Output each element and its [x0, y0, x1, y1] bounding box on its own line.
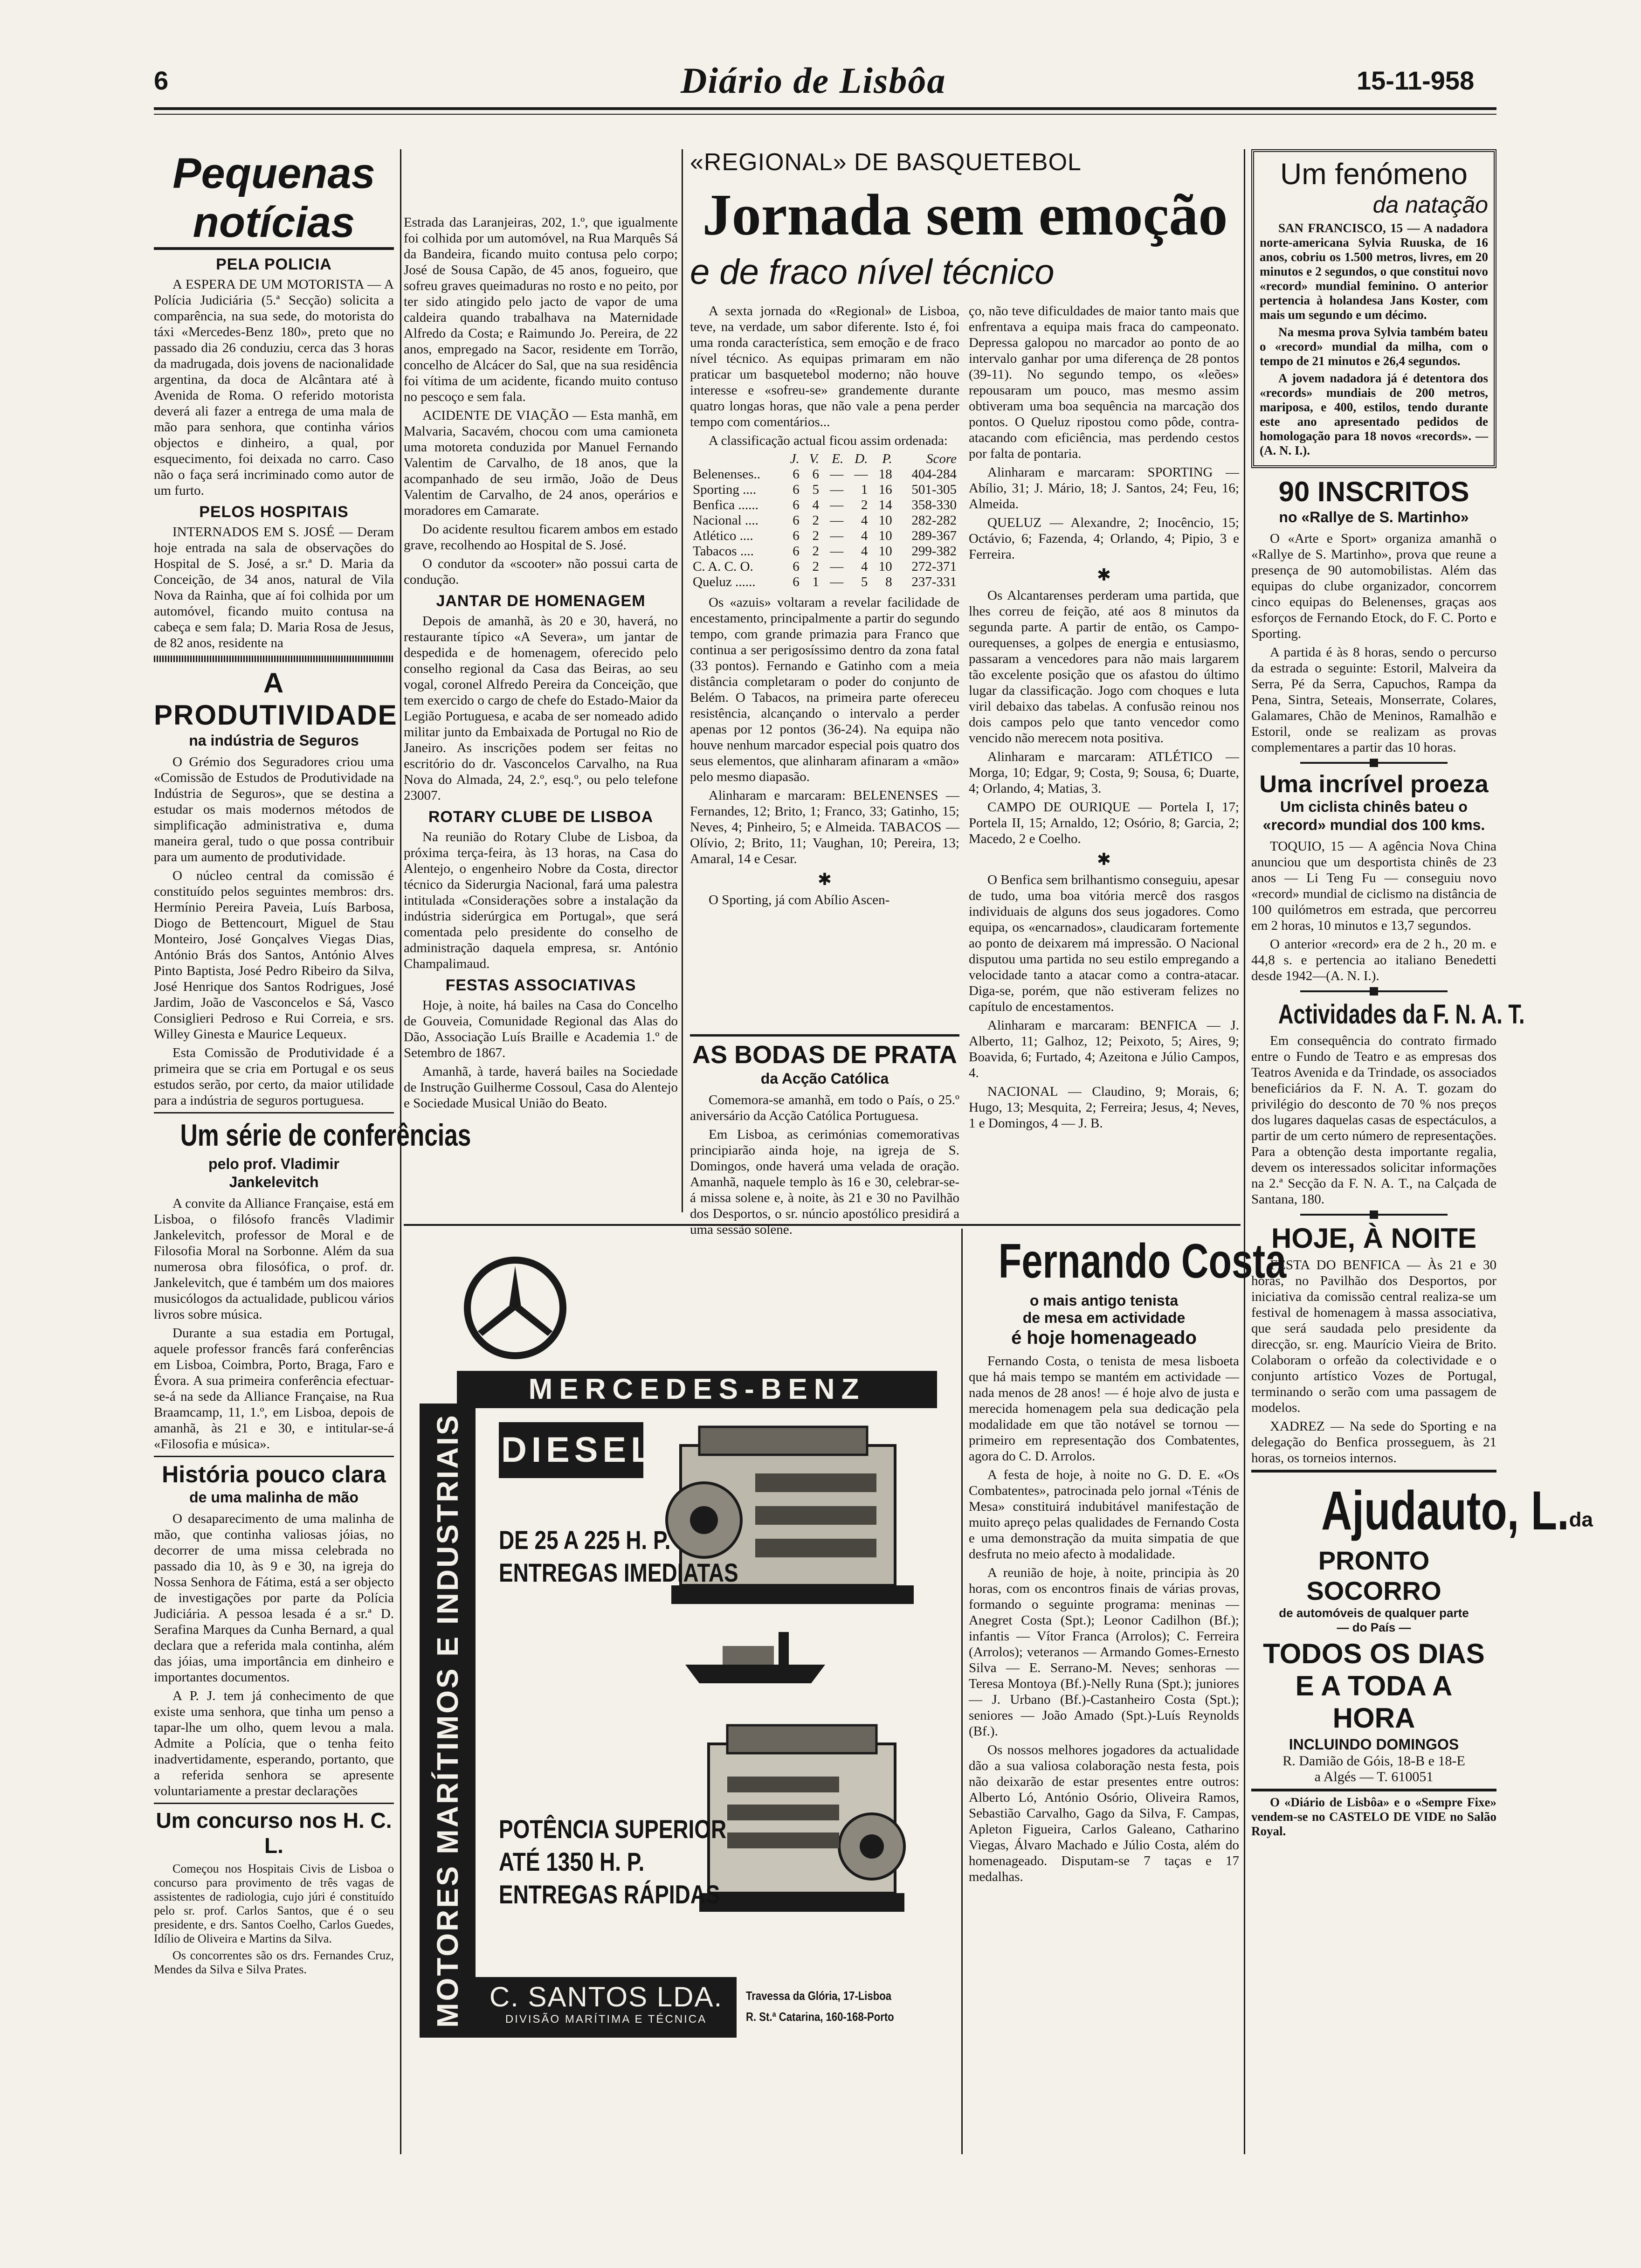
- divider: [1251, 1470, 1496, 1473]
- basket-text: Alinharam e marcaram: SPORTING — Abílio, 31; J. Mário, 18; J. Santos, 24; Feu, 16; Almeida.: [969, 465, 1239, 512]
- historia-text: O desaparecimento de uma malinha de mão, que continha valiosas jóias, no decorrer de uma missa celebrada no passado dia 10, às 9 e 30, na igreja do Nossa Senhora de Fátima, está a ser objecto de investigações por parte da Polícia Judiciária. A pessoa lesada é a sr.ª D. Serafina Marques da Cunha Bernard, a qual declara que a referida mala continha, além das jóias, uma importância em dinheiro e importantes documentos.: [154, 1511, 394, 1685]
- ajudauto-line: E A TODA A HORA: [1295, 1670, 1453, 1734]
- table-row: [690, 467, 959, 482]
- basket-text: NACIONAL — Claudino, 9; Morais, 6; Hugo, 13; Mesquita, 2; Ferreira; Jesus, 4; Neves, 1 e Domingos, 4 — J. B.: [969, 1084, 1239, 1131]
- divider: [1300, 1214, 1448, 1216]
- table-cell: 6: [793, 544, 800, 559]
- proeza-text: TOQUIO, 15 — A agência Nova China anunciou que um desportista chinês de 23 anos — Li Teng Fu — conseguiu novo «record» mundial de ciclismo na distância de 100 quilómetros em estrada, que percorreu em 2 horas, 10 minutos e 13,7 segundos.: [1251, 839, 1496, 933]
- table-cell: 2: [812, 544, 820, 559]
- table-cell: 10: [878, 559, 892, 574]
- mercedes-company: C. SANTOS LDA.: [489, 1981, 723, 2012]
- table-cell: 2: [812, 528, 820, 543]
- column-rule: [1244, 149, 1245, 2154]
- mercedes-brand-band: [457, 1371, 937, 1408]
- page-number: 6: [154, 66, 169, 95]
- mercedes-power-max: ATÉ 1350 H. P.: [499, 1847, 645, 1876]
- table-cell: —: [830, 467, 844, 482]
- inscritos-text: O «Arte e Sport» organiza amanhã o «Rallye de S. Martinho», prova que reune a presença de 90 automobilistas. Além das equipas do clube organizador, concorrem cinco equipas do Belenenses, graças aos esforços de Fernando Etock, do F. C. Porto e Sporting.: [1251, 531, 1496, 641]
- table-cell: —: [830, 498, 844, 512]
- basket-text: Alinharam e marcaram: BELENENSES — Fernandes, 12; Brito, 1; Franco, 33; Gatinho, 15; Neves, 4; Pinheiro, 5; e Almeida. TABACOS — Olívio, 2; Brito, 11; Vaughan, 10; Pereira, 13; Amaral, 14 e Cesar.: [690, 788, 959, 866]
- concurso-text: Os concorrentes são os drs. Fernandes Cruz, Mendes da Silva e Silva Prates.: [154, 1949, 394, 1976]
- bodas-text: Comemora-se amanhã, em todo o País, o 25.º aniversário da Acção Católica Portuguesa.: [690, 1093, 959, 1123]
- separator-asterisk: ✱: [1096, 566, 1111, 584]
- basket-text: A sexta jornada do «Regional» de Lisboa, teve, na verdade, um sabor diferente. Isto é, foi uma ronda característica, sem emoção e de fraco nível técnico. As equipas primaram em não praticar um basquetebol moderno; não houve interesse e «sofreu-se» grandemente durante quatro longas horas, que não vale a pena perder tempo com comentários...: [690, 304, 959, 429]
- produtividade-text: Esta Comissão de Produtividade é a primeira que se cria em Portugal e os seus estudos serão, por certo, da maior utilidade para a indústria de seguros portuguesa.: [154, 1045, 394, 1108]
- divider: [1300, 990, 1448, 992]
- ship-icon: [681, 1627, 830, 1688]
- basket-text: A classificação actual ficou assim ordenada:: [709, 433, 948, 448]
- column-3: [690, 303, 959, 1030]
- table-cell: 237-331: [911, 574, 957, 589]
- section-title: Pequenas notícias: [154, 149, 394, 250]
- basket-kicker: «REGIONAL» DE BASQUETEBOL: [690, 149, 1082, 176]
- table-cell: 10: [878, 528, 892, 543]
- inscritos-subtitle: no «Rallye de S. Martinho»: [1279, 509, 1469, 526]
- conferencias-title: Um série de conferências: [180, 1118, 471, 1152]
- ajudauto-line: — do País —: [1337, 1620, 1411, 1634]
- proeza-subtitle: Um ciclista chinês bateu o: [1280, 798, 1468, 815]
- costa-subtitle: o mais antigo tenista: [1029, 1292, 1179, 1309]
- table-cell: —: [830, 559, 844, 574]
- costa-text: Os nossos melhores jogadores da actualidade dão a sua valiosa colaboração nesta festa, pois não deixarão de estar presentes entre outros: Alberto Ló, António Osório, Oliveira Ramos, Sebastião Carvalho, Gago da Silva, F. Campas, Apleton Figueira, Carlos Galeano, Catharino Viegas, Álvaro Machado e Júlio Costa, além do homenageado. Disputam-se 7 taças e 17 medalhas.: [969, 1742, 1239, 1884]
- conferencias-text: Durante a sua estadia em Portugal, aquele professor francês fará conferências em Lisboa, Coimbra, Porto, Braga, Faro e Évora. A sua primeira conferência efectuar-se-á na sede da Alliance Française, na Rua Braamcamp, 11, 1.º, em Lisboa, depois de amanhã, às 21 e 30, e intitular-se-á «Filosofia e música».: [154, 1326, 394, 1452]
- proeza-title: Uma incrível proeza: [1259, 771, 1489, 798]
- fnat-text: Em consequência do contrato firmado entre o Fundo de Teatro e as empresas dos Teatros Avenida e da Trindade, os associados beneficiários da F. N. A. T. gozam do privilégio do desconto de 70 % nos preços dos lugares daquelas casas de espectáculos, a partir de um certo número de representações. Para a obtenção desta importante regalia, devem os interessados solicitar informações na 2.ª Secção da F. N. A. T., na Calçada de Santana, 180.: [1251, 1033, 1496, 1207]
- fenomeno-title: Um fenómeno: [1280, 157, 1468, 191]
- table-row: [690, 559, 959, 574]
- table-cell: 6: [793, 467, 800, 482]
- divider: [154, 1112, 394, 1113]
- costa-block: [969, 1231, 1287, 2154]
- table-cell: 272-371: [911, 559, 957, 574]
- historia-subtitle: de uma malinha de mão: [189, 1489, 359, 1506]
- table-cell: 1: [861, 482, 868, 497]
- column-4: [969, 303, 1239, 1217]
- table-cell: 5: [861, 574, 868, 589]
- table-cell: 18: [878, 467, 892, 482]
- mercedes-model-box: [499, 1422, 657, 1478]
- table-row: [690, 528, 959, 544]
- mercedes-address: Travessa da Glória, 17-Lisboa: [746, 1989, 892, 2003]
- table-cell: —: [830, 513, 844, 528]
- concurso-text: Começou nos Hospitais Civis de Lisboa o concurso para provimento de três vagas de assistentes de radiologia, cujo júri é constituído pelo sr. prof. Carlos Santos, que é o seu presidente, e drs. Santos Coelho, Carlos Guedes, Idílio de Oliveira e Martins da Silva.: [154, 1862, 394, 1945]
- header-cell: J.: [790, 451, 800, 466]
- table-cell: —: [854, 467, 868, 482]
- table-cell: 2: [861, 498, 868, 512]
- divider: [690, 1034, 959, 1037]
- ajudauto-name: Ajudauto, L.: [1321, 1480, 1569, 1542]
- bodas-title: AS BODAS DE PRATA: [692, 1041, 958, 1069]
- fenomeno-text: SAN FRANCISCO, 15 — A nadadora norte-americana Sylvia Ruuska, de 16 anos, cobriu os 1.500 metros, livres, em 20 minutos e 2 segundos, o que constitui novo «record» mundial feminino. O anterior pertencia à holandesa Jans Koster, com mais um segundo e um décimo.: [1260, 221, 1488, 322]
- fenomeno-box: [1251, 149, 1496, 468]
- fenomeno-title: da natação: [1372, 192, 1488, 218]
- table-row: [690, 574, 959, 590]
- basket-text: QUELUZ — Alexandre, 2; Inocêncio, 15; Octávio, 6; Fazenda, 4; Orlando, 4; Pipio, 3 e Ferreira.: [969, 515, 1239, 562]
- team-cell: Tabacos ....: [693, 544, 754, 559]
- ajudauto-name-row: [1251, 1476, 1593, 1545]
- team-cell: Belenenses..: [693, 467, 760, 482]
- mercedes-company-box: [476, 1977, 737, 2038]
- table-cell: 1: [812, 574, 820, 589]
- mercedes-model: DIESEL: [501, 1430, 657, 1470]
- ajudauto-line: a Algés — T. 610051: [1314, 1769, 1434, 1784]
- table-cell: 6: [812, 467, 820, 482]
- basket-text: CAMPO DE OURIQUE — Portela I, 17; Portela II, 15; Arnaldo, 12; Osório, 8; Garcia, 2; Macedo, 2 e Coelho.: [969, 800, 1239, 846]
- mercedes-star-icon: [457, 1250, 573, 1366]
- divider: [154, 656, 394, 662]
- divider: [154, 1456, 394, 1457]
- festas-heading: FESTAS ASSOCIATIVAS: [445, 976, 636, 994]
- basket-text: ço, não teve dificuldades de maior tanto mais que enfrentava a equipa mais fraca do campeonato. Depressa galopou no marcador ao ponto de ao intervalo ganhar por uma diferença de 28 pontos (39-11). No segundo tempo, os «leões» repousaram um pouco, mas mesmo assim obtiveram uma boa sequência na marcação dos pontos. O Queluz ripostou como pôde, contra-atacando com eficiência, mas perdendo cestos por falta de pontaria.: [969, 304, 1239, 461]
- conferencias-text: A convite da Alliance Française, está em Lisboa, o filósofo francês Vladimir Jankelevitch, professor de Moral e de Filosofia Moral na Sorbonne. Além da sua numerosa obra filosófica, o prof. dr. Jankelevitch, que é também um dos maiores musicólogos da actualidade, publicou vários livros sobre música.: [154, 1196, 394, 1322]
- mercedes-brand: MERCEDES-BENZ: [528, 1373, 866, 1405]
- column-rule: [961, 1229, 963, 2154]
- column-rule: [682, 149, 683, 1212]
- mercedes-power-superior: POTÊNCIA SUPERIOR: [499, 1814, 727, 1844]
- pela-policia-heading: PELA POLICIA: [216, 256, 332, 273]
- table-cell: 6: [793, 513, 800, 528]
- table-cell: 10: [878, 513, 892, 528]
- table-cell: 4: [861, 544, 868, 559]
- header-cell: P.: [882, 451, 892, 466]
- table-cell: 8: [885, 574, 892, 589]
- acidente-text: ACIDENTE DE VIAÇÃO — Esta manhã, em Malvaria, Sacavém, chocou com uma camioneta uma motoreta conduzida por Manuel Fernando Valentim de Carvalho, de 18 anos, que la acompanhado de seu irmão, João de Deus Valentim de Carvalho, de 24 anos, operários e moradores em Camarate.: [404, 408, 678, 518]
- separator-asterisk: ✱: [1096, 850, 1111, 869]
- concurso-title: Um concurso nos H. C. L.: [156, 1808, 392, 1858]
- header-cell: [690, 451, 783, 467]
- proeza-subtitle: «record» mundial dos 100 kms.: [1262, 816, 1485, 833]
- ajudauto-name-suffix: da: [1569, 1508, 1593, 1531]
- table-cell: 10: [878, 544, 892, 559]
- costa-text: A reunião de hoje, à noite, principia às 20 horas, com os encontros finais de várias provas, formando o seguinte programa: meninas — Anegret Costa (Spt.); Leonor Cadilhon (Bf.); infantis — Vítor Franca (Arrolos); C. Ferreira (Arrolos); veteranos — Armando Gomes-Ernesto Silva — E. Serrano-M. Neves; senhoras — Teresa Montoya (Bf.)-Nelly Runa (Spt.); juniores — J. Urbano (Bf.)-Castanheiro Costa (Spt.); seniores — João Amado (Spt.)-Luís Reynolds (Bf.).: [969, 1565, 1239, 1739]
- table-cell: —: [830, 544, 844, 559]
- rotary-heading: ROTARY CLUBE DE LISBOA: [428, 808, 654, 826]
- divider: [1251, 1789, 1496, 1791]
- table-cell: 4: [861, 559, 868, 574]
- paper-name: Diário de Lisbôa: [681, 60, 946, 101]
- pela-policia-text: A ESPERA DE UM MOTORISTA — A Polícia Judiciária (5.ª Secção) solicita a comparência, na sua sede, do motorista do táxi «Mercedes-Benz 180», preto que no passado dia 26 conduziu, cerca das 3 horas da madrugada, dois jovens de nacionalidade argentina, da doca de Alcântara até à Avenida de Roma. O referido motorista deverá ali fazer a entrega de uma mala de mão para senhora, que continha vários objectos e dinheiro, a qual, por esquecimento, foi deixada no carro. Caso não o faça será incriminado como autor de um furto.: [154, 277, 394, 498]
- table-cell: 5: [812, 482, 820, 497]
- footer-note: O «Diário de Lisbôa» e o «Sempre Fixe» vendem-se no CASTELO DE VIDE no Salão Royal.: [1251, 1795, 1496, 1838]
- acidente-text: Do acidente resultou ficarem ambos em estado grave, recolhendo ao Hospital de S. José.: [404, 522, 678, 553]
- page-date: 15-11-958: [1357, 66, 1475, 95]
- mercedes-power-range: DE 25 A 225 H. P.: [499, 1525, 671, 1555]
- produtividade-text: O núcleo central da comissão é constituído pelos seguintes membros: drs. Hermínio Pereira Paveia, Luís Barbosa, Diogo de Bettencourt, Miguel de Stau Monteiro, José Gonçalves Viegas Dias, António Brás dos Santos, António Alves Pinto Baptista, José Pedro Ribeiro da Silva, José Henrique dos Santos Rodrigues, José Jardim, João de Vasconcelos e Sá, Vasco Consiglieri Pedroso e Rui Correia, e srs. Willey Ginesta e Maurice Lequeux.: [154, 868, 394, 1042]
- produtividade-subtitle: na indústria de Seguros: [189, 732, 359, 749]
- standings-header: [690, 451, 959, 467]
- costa-subtitle: de mesa em actividade: [1022, 1309, 1186, 1326]
- jantar-text: Depois de amanhã, às 20 e 30, haverá, no restaurante típico «A Severa», um jantar de despedida e de homenagem, oferecido pelo conselho regional da Casa das Beiras, ao seu vogal, coronel Alfredo Pereira da Conceição, que tem exercido o cargo de chefe do Estado-Maior da Legião Portuguesa, e acaba de ser nomeado adido militar junto da Embaixada de Portugal no Rio de Janeiro. As inscrições podem ser feitas no escritório do dr. Vasconcelos Carvalho, na Rua Nova do Almada, 24, 2.º, esq.º, ou pelo telefone 23007.: [404, 614, 678, 803]
- pelos-hospitais-text: INTERNADOS EM S. JOSÉ — Deram hoje entrada na sala de observações do Hospital de S. José, a sr.ª D. Maria da Conceição, de 34 anos, natural de Vila Nova da Rainha, que aí foi colhida por um automóvel, ficando muito contusa na cabeça e sem fala; D. Maria Rosa de Jesus, de 82 anos, residente na: [154, 525, 394, 650]
- table-cell: 289-367: [911, 528, 957, 543]
- bodas-subtitle: da Acção Católica: [760, 1070, 889, 1087]
- costa-text: A festa de hoje, à noite no G. D. E. «Os Combatentes», patrocinada pelo jornal «Ténis de Mesa» constituirá indubitável manifestação de muito apreço pelas qualidades de Fernando Costa e uma demonstração da muita simpatia de que desfruta no meio afecto à modalidade.: [969, 1467, 1239, 1562]
- header-cell: V.: [809, 451, 820, 466]
- table-cell: 4: [861, 513, 868, 528]
- team-cell: Benfica ......: [693, 498, 758, 512]
- table-cell: 2: [812, 559, 820, 574]
- table-cell: 16: [878, 482, 892, 497]
- table-row: [690, 482, 959, 498]
- team-cell: Queluz ......: [693, 574, 756, 589]
- hospitais-continued: Estrada das Laranjeiras, 202, 1.º, que igualmente foi colhida por um automóvel, na Rua Marquês Sá da Bandeira, ficando muito contusa pelo corpo; José de Sousa Capão, de 45 anos, fogueiro, que sofreu graves queimaduras no rosto e no peito, por ter sido atingido pelo jacto de vapor de uma caldeira quando trabalhava na Maternidade Alfredo da Costa; e Raimundo Jo. Pereira, de 22 anos, empregado na Sacor, residente em Torrão, concelho de Alcácer do Sal, que na sua residência foi vítima de um acidente, ficando muito contuso no pescoço e sem fala.: [404, 215, 678, 404]
- table-cell: 2: [812, 513, 820, 528]
- historia-text: A P. J. tem já conhecimento de que existe uma senhora, que tinha um penso a tapar-lhe um olho, quem levou a mala. Admite a Polícia, que o tenha feito inadvertidamente, esperando, portanto, que a referida senhora se apresente voluntariamente a prestar declarações: [154, 1688, 394, 1798]
- festas-text: Amanhã, à tarde, haverá bailes na Sociedade de Instrução Guilherme Cossoul, Casa do Alentejo e Sociedade Musical União do Beato.: [404, 1064, 678, 1111]
- mercedes-division: DIVISÃO MARÍTIMA E TÉCNICA: [505, 2013, 707, 2026]
- table-cell: —: [830, 482, 844, 497]
- basket-headline: Jornada sem emoção: [702, 183, 1228, 248]
- standings-table: [690, 451, 959, 590]
- header-cell: D.: [855, 451, 868, 466]
- pelos-hospitais-heading: PELOS HOSPITAIS: [199, 503, 349, 521]
- table-cell: 4: [812, 498, 820, 512]
- mercedes-ad: [420, 1250, 942, 2089]
- fenomeno-text: A jovem nadadora já é detentora dos «records» mundiais de 200 metros, mariposa, e 400, estilos, tendo durante este ano apresentado pedidos de homologação para 18 novos «records». — (A. N. I.).: [1260, 371, 1488, 457]
- separator-asterisk: ✱: [817, 870, 832, 889]
- engine-illustration: [662, 1418, 923, 1627]
- basket-text: Os «azuis» voltaram a revelar facilidade de encestamento, principalmente a partir do segundo tempo, com grande primazia para Franco que continua a ser perigosíssimo dentro da zona fatal (33 pontos). Fernando e Gatinho com a meia distância completaram o poder do conjunto de Belém. O Tabacos, na primeira parte ofereceu resistência, alcançando o intervalo a perder apenas por 12 pontos (36-24). Na equipa não houve nenhum marcador especial pois quatro dos seus elementos, que alinharam afinaram a «mão» pelo mesmo diapasão.: [690, 595, 959, 784]
- jantar-heading: JANTAR DE HOMENAGEM: [436, 592, 646, 610]
- masthead-rule-2: [154, 114, 1496, 115]
- historia-title: História pouco clara: [162, 1461, 386, 1487]
- header-cell: E.: [832, 451, 844, 466]
- header-cell: Score: [926, 451, 957, 466]
- festas-text: Hoje, à noite, há bailes na Casa do Concelho de Gouveia, Comunidade Regional das Alas do Dão, Associação Luís Braille e Academia 1.º de Setembro de 1867.: [404, 998, 678, 1060]
- ajudauto-line: de automóveis de qualquer parte: [1279, 1606, 1469, 1620]
- costa-title: Fernando Costa: [998, 1234, 1287, 1288]
- team-cell: Atlético ....: [693, 528, 753, 543]
- basket-text: O Sporting, já com Abílio Ascen-: [709, 892, 890, 907]
- produtividade-text: O Grémio dos Seguradores criou uma «Comissão de Estudos de Produtividade na Indústria de Seguros», que se destina a estudar os mais modernos métodos de simplificação administrativa e, duma maneira geral, tudo o que possa contribuir para um aumento de produtividade.: [154, 754, 394, 864]
- produtividade-title: A PRODUTIVIDADE: [154, 667, 398, 731]
- fenomeno-text: Na mesma prova Sylvia também bateu o «record» mundial da milha, com o tempo de 21 minutos e 26,4 segundos.: [1260, 325, 1488, 368]
- masthead-rule: [154, 107, 1496, 110]
- table-cell: 282-282: [911, 513, 957, 528]
- ajudauto-line: INCLUINDO DOMINGOS: [1289, 1736, 1459, 1753]
- table-cell: 501-305: [911, 482, 957, 497]
- ajudauto-ad: [1251, 1476, 1593, 1785]
- mercedes-fast-delivery: ENTREGAS RÁPIDAS: [499, 1880, 720, 1909]
- mercedes-vertical-text: MOTORES MARÍTIMOS E INDUSTRIAIS: [431, 1413, 464, 2028]
- noite-text: FESTA DO BENFICA — Às 21 e 30 horas, no Pavilhão dos Desportos, por iniciativa da comissão central realiza-se um festival de homenagem à massa associativa, que será saudada pelo presidente da direcção, sr. eng. Maurício Vieira de Brito. Colaboram o orfeão da colectividade e o conjunto artístico Vozes de Portugal, terminando o serão com uma passagem de modelos.: [1251, 1258, 1496, 1415]
- section-rule: [404, 1224, 1241, 1226]
- divider: [1300, 762, 1448, 764]
- table-cell: 6: [793, 559, 800, 574]
- proeza-text: O anterior «record» era de 2 h., 20 m. e 44,8 s. e pertencia ao italiano Benedetti desde 1942—(A. N. I.).: [1251, 937, 1496, 983]
- table-cell: 14: [878, 498, 892, 512]
- basket-text: Alinharam e marcaram: BENFICA — J. Alberto, 11; Galhoz, 12; Peixoto, 5; Aires, 9; Boavida, 6; Furtado, 4; Azeitona e Júlio Campos, 4.: [969, 1018, 1239, 1080]
- table-cell: 6: [793, 528, 800, 543]
- table-cell: 299-382: [911, 544, 957, 559]
- table-cell: —: [830, 574, 844, 589]
- inscritos-title: 90 INSCRITOS: [1278, 476, 1469, 507]
- table-cell: 6: [793, 482, 800, 497]
- table-row: [690, 498, 959, 513]
- column-5: [1251, 149, 1593, 2154]
- team-cell: C. A. C. O.: [693, 559, 753, 574]
- conferencias-subtitle: Jankelevitch: [229, 1174, 319, 1190]
- rotary-text: Na reunião do Rotary Clube de Lisboa, da próxima terça-feira, às 13 horas, na Casa do Alentejo, o engenheiro Nobre da Costa, director técnico da Siderurgia Nacional, fará uma palestra intitulada «Considerações sobre a instalação da indústria siderúrgica em Portugal», que será comentada pelo presidente do conselho de administração daquela empresa, sr. António Champalimaud.: [404, 830, 678, 971]
- divider: [154, 1803, 394, 1804]
- ajudauto-line: PRONTO SOCORRO: [1306, 1546, 1441, 1605]
- basket-deck: e de fraco nível técnico: [690, 252, 1055, 292]
- costa-subtitle: é hoje homenageado: [1011, 1328, 1197, 1348]
- table-row: [690, 544, 959, 559]
- fnat-title: Actividades da F. N. A. T.: [1278, 999, 1525, 1030]
- basket-text: Os Alcantarenses perderam uma partida, que lhes correu de feição, até aos 8 minutos da segunda parte. A partir de então, os Campo-ourequenses, a golpes de energia e entusiasmo, passaram a vencedores para não mais largarem tão excelente posição que os afastou do último lugar da classificação. Jogo com choques e luta viril debaixo das tabelas. A confusão reinou nos dois campos pelo que tanto vencedor como vencido não merecem nota positiva.: [969, 588, 1239, 746]
- column-2: [404, 214, 678, 1240]
- table-cell: 6: [793, 574, 800, 589]
- acidente-text: O condutor da «scooter» não possui carta de condução.: [404, 556, 678, 587]
- team-cell: Sporting ....: [693, 482, 757, 497]
- team-cell: Nacional ....: [693, 513, 758, 528]
- table-cell: —: [830, 528, 844, 543]
- conferencias-subtitle: pelo prof. Vladimir: [208, 1155, 339, 1172]
- mercedes-vertical-band: [420, 1404, 476, 2038]
- basket-text: Alinharam e marcaram: ATLÉTICO — Morga, 10; Edgar, 9; Costa, 9; Sousa, 6; Duarte, 4; Orlando, 4; Matias, 3.: [969, 749, 1239, 796]
- basket-text: O Benfica sem brilhantismo conseguiu, apesar de tudo, uma boa vitória mercê dos rasgos individuais de alguns dos seus jogadores. Como equipa, os «encarnados», claudicaram fortemente ao ponto de deixarem má impressão. O Nacional disputou uma partida no seu estilo empregando a velocidade tanto a atacar como a contra-atacar. Diga-se, porém, que não estiveram felizes no capítulo de encestamentos.: [969, 872, 1239, 1014]
- table-cell: 6: [793, 498, 800, 512]
- table-cell: 4: [861, 528, 868, 543]
- ajudauto-line: TODOS OS DIAS: [1263, 1638, 1485, 1669]
- ajudauto-line: R. Damião de Góis, 18-B e 18-E: [1282, 1753, 1465, 1769]
- inscritos-text: A partida é às 8 horas, sendo o percurso da estrada o seguinte: Estoril, Malveira da Serra, Pé da Serra, Capuchos, Rampa da Pena, Sintra, Seteais, Monserrate, Colares, Galamares, Chão de Meninos, Ramalhão e Estoril, onde se realizam as provas complementares a partir das 10 horas.: [1251, 645, 1496, 755]
- table-cell: 404-284: [911, 467, 957, 482]
- table-row: [690, 513, 959, 528]
- bodas-text: Em Lisboa, as cerimónias comemorativas principiarão ainda hoje, na igreja de S. Domingos, onde haverá uma velada de oração. Amanhã, naquele templo às 16 e 30, celebrar-se-á missa solene e, à noite, às 21 e 30 no Pavilhão dos Desportos, o sr. núncio apostólico presidirá a uma sessão solene.: [690, 1127, 959, 1237]
- table-cell: 358-330: [911, 498, 957, 512]
- noite-title: HOJE, À NOITE: [1271, 1223, 1477, 1254]
- costa-text: Fernando Costa, o tenista de mesa lisboeta que há mais tempo se mantém em actividade — nada menos de 28 anos! — é hoje alvo de justa e merecida homenagem pela sua dedicação pela modalidade em que tão notável se tornou — primeiro em representação dos Combatentes, agora do C. D. Arrolos.: [969, 1354, 1239, 1464]
- mercedes-address: R. St.ª Catarina, 160-168-Porto: [746, 2010, 894, 2024]
- bodas-block: [690, 1030, 959, 1237]
- noite-text: XADREZ — Na sede do Sporting e na delegação do Benfica prosseguem, às 21 horas, os torneios internos.: [1251, 1419, 1496, 1466]
- mercedes-delivery: ENTREGAS IMEDIATAS: [499, 1558, 738, 1587]
